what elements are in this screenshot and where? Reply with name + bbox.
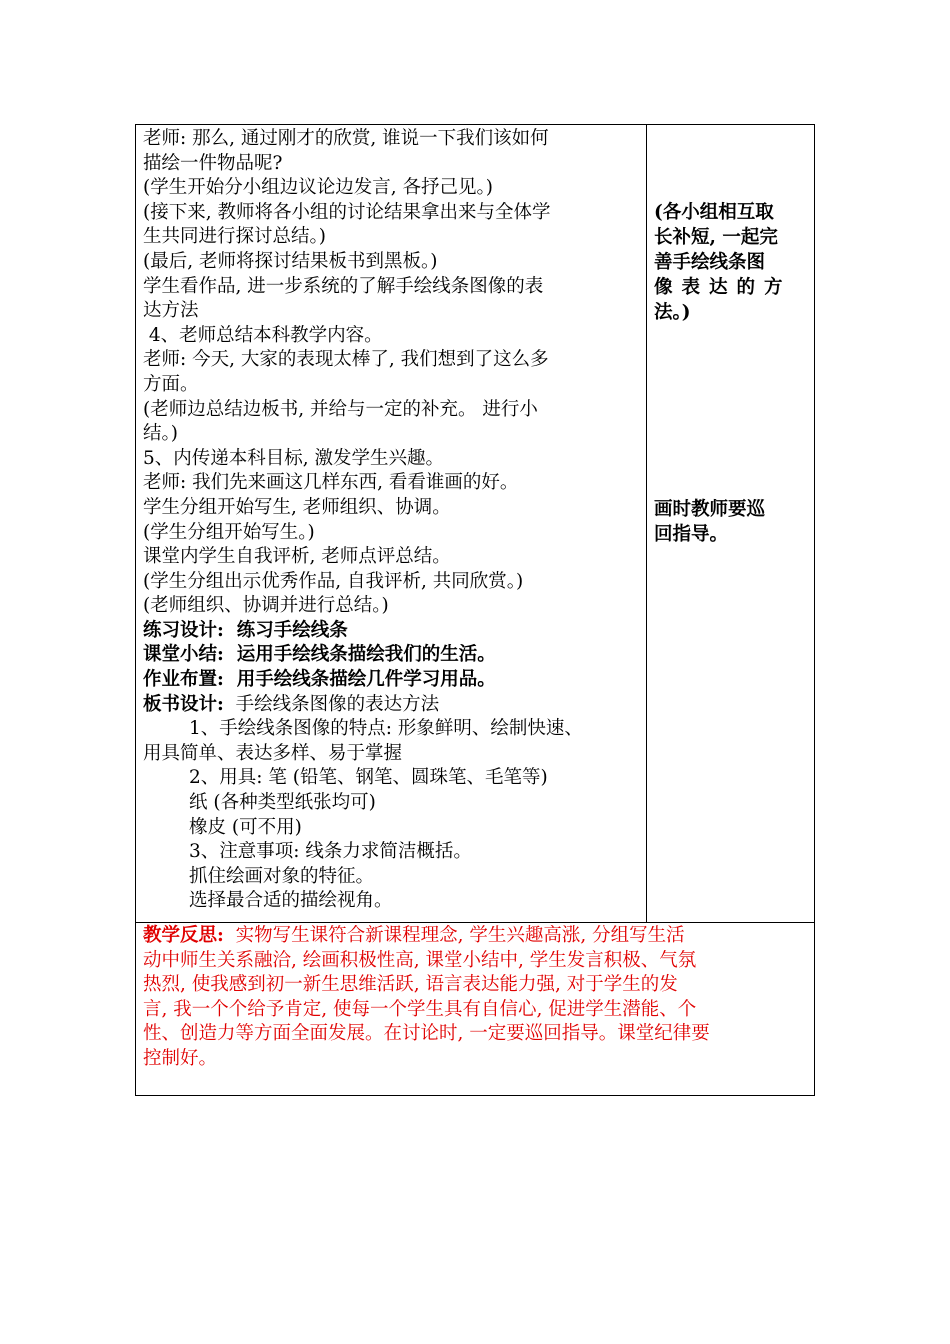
reflection-line: 热烈, 使我感到初一新生思维活跃, 语言表达能力强, 对于学生的发 <box>143 974 678 996</box>
procedure-line: (学生分组开始写生。) <box>143 521 315 543</box>
reflection-line: 控制好。 <box>143 1047 218 1069</box>
reflection-line: 言, 我一个个给予肯定, 使每一个学生具有自信心, 促进学生潜能、个 <box>143 998 697 1020</box>
board-line: 抓住绘画对象的特征。 <box>189 865 375 887</box>
side-note-line: 法。) <box>654 302 691 323</box>
procedure-line: 老师: 我们先来画这几样东西, 看看谁画的好。 <box>143 472 519 494</box>
procedure-line: 达方法 <box>143 300 199 322</box>
board-line: 3、注意事项: 线条力求简洁概括。 <box>189 841 472 863</box>
procedure-line: 课堂内学生自我评析, 老师点评总结。 <box>143 546 451 568</box>
procedure-line: (老师组织、协调并进行总结。) <box>143 595 389 617</box>
procedure-line: (学生开始分小组边议论边发言, 各抒己见。) <box>143 177 493 199</box>
column-divider <box>646 125 647 922</box>
procedure-line: (老师边总结边板书, 并给与一定的补充。 进行小 <box>143 398 538 420</box>
procedure-line: 4、老师总结本科教学内容。 <box>143 324 383 346</box>
procedure-line: 学生看作品, 进一步系统的了解手绘线条图像的表 <box>143 275 544 297</box>
teaching-reflection-cell <box>143 924 809 1072</box>
board-line: 橡皮 (可不用) <box>189 816 302 838</box>
side-note-line-text: 像表达的方 <box>654 277 792 298</box>
procedure-line: 结。) <box>143 423 178 445</box>
board-line: 2、用具: 笔 (铅笔、钢笔、圆珠笔、毛笔等) <box>189 767 548 789</box>
reflection-line <box>143 924 809 949</box>
side-note-line: 善手绘线条图 <box>654 252 766 273</box>
side-note-line: (各小组相互取 <box>654 202 774 223</box>
board-line: 纸 (各种类型纸张均可) <box>189 792 376 814</box>
procedure-line: 学生分组开始写生, 老师组织、协调。 <box>143 496 451 518</box>
class-summary: 课堂小结: 运用手绘线条描绘我们的生活。 <box>143 644 496 666</box>
side-note-line: 长补短, 一起完 <box>654 227 778 248</box>
procedure-line: 老师: 今天, 大家的表现太棒了, 我们想到了这么多 <box>143 349 549 371</box>
side-note-group-discussion <box>654 200 809 325</box>
procedure-line: (接下来, 教师将各小组的讨论结果拿出来与全体学 <box>143 201 551 223</box>
reflection-label: 教学反思: <box>143 925 224 946</box>
practice-design: 练习设计: 练习手绘线条 <box>143 619 348 641</box>
side-note-teacher-guidance <box>654 497 809 547</box>
board-design-label: 板书设计: <box>143 693 224 715</box>
side-note-line <box>654 275 809 300</box>
board-line: 用具简单、表达多样、易于掌握 <box>143 742 403 764</box>
procedure-line: 5、内传递本科目标, 激发学生兴趣。 <box>143 447 445 469</box>
procedure-line: 方面。 <box>143 373 199 395</box>
procedure-line: 描绘一件物品呢? <box>143 152 283 174</box>
side-note-line: 画时教师要巡 <box>654 499 766 520</box>
board-line: 选择最合适的描绘视角。 <box>189 890 393 912</box>
procedure-line: 老师: 那么, 通过刚才的欣赏, 谁说一下我们该如何 <box>143 128 549 149</box>
board-design-title: 手绘线条图像的表达方法 <box>223 693 440 715</box>
procedure-line: (学生分组出示优秀作品, 自我评析, 共同欣赏。) <box>143 570 524 592</box>
reflection-text: 实物写生课符合新课程理念, 学生兴趣高涨, 分组写生活 <box>223 925 685 946</box>
procedure-line: (最后, 老师将探讨结果板书到黑板。) <box>143 250 438 272</box>
homework: 作业布置: 用手绘线条描绘几件学习用品。 <box>143 669 496 691</box>
reflection-line: 性、创造力等方面全面发展。在讨论时, 一定要巡回指导。课堂纪律要 <box>143 1023 710 1045</box>
procedure-line: 生共同进行探讨总结。) <box>143 226 326 248</box>
row-divider <box>136 922 814 923</box>
lesson-procedure-cell <box>143 127 639 914</box>
board-line: 1、手绘线条图像的特点: 形象鲜明、绘制快速、 <box>189 718 583 740</box>
reflection-line: 动中师生关系融洽, 绘画积极性高, 课堂小结中, 学生发言积极、气氛 <box>143 949 697 971</box>
board-design <box>143 693 639 718</box>
lesson-plan-table <box>135 124 815 1096</box>
side-note-line: 回指导。 <box>654 524 729 545</box>
